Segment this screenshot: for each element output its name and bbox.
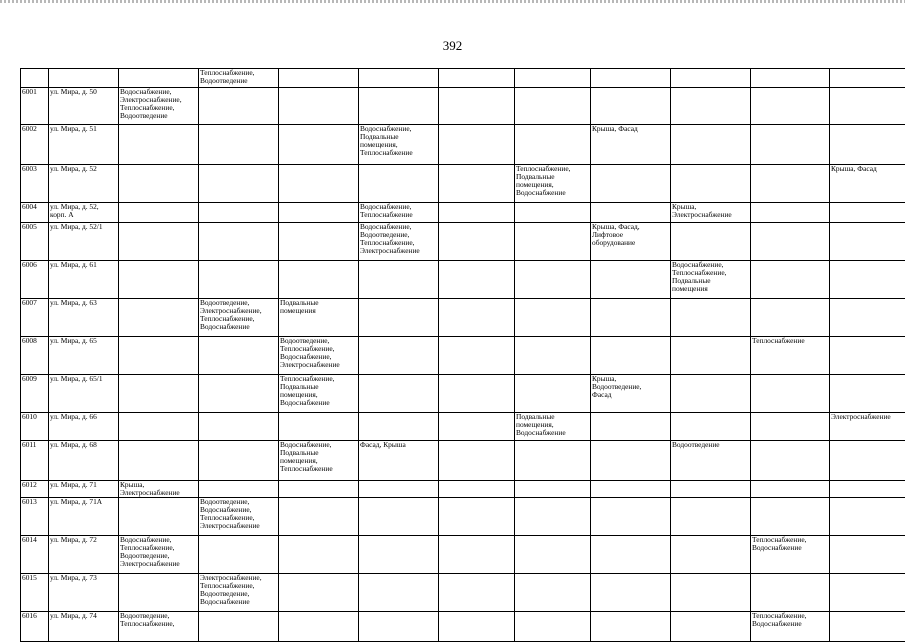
row-id-cell: 6001 xyxy=(21,88,49,125)
page-number: 392 xyxy=(0,38,905,54)
table-row xyxy=(21,69,905,88)
table-row xyxy=(21,203,905,223)
row-id-cell: 6011 xyxy=(21,441,49,481)
work-type-cell xyxy=(671,612,751,642)
work-type-cell xyxy=(439,223,515,261)
address-cell: ул. Мира, д. 73 xyxy=(49,574,119,612)
work-type-cell xyxy=(515,612,591,642)
work-type-cell xyxy=(119,574,199,612)
work-type-cell xyxy=(279,69,359,88)
row-id-cell: 6003 xyxy=(21,165,49,203)
work-type-cell xyxy=(830,574,905,612)
work-type-cell xyxy=(199,481,279,498)
work-type-cell xyxy=(591,299,671,337)
work-type-cell xyxy=(751,69,830,88)
address-cell: ул. Мира, д. 68 xyxy=(49,441,119,481)
work-type-cell xyxy=(515,299,591,337)
row-id-cell: 6013 xyxy=(21,498,49,536)
table-row xyxy=(21,441,905,481)
work-type-cell xyxy=(359,69,439,88)
work-type-cell xyxy=(671,165,751,203)
work-type-cell: Водоснабжение, Водоотведение, Теплоснабжение, Электроснабжение xyxy=(359,223,439,261)
work-type-cell xyxy=(119,69,199,88)
work-type-cell xyxy=(671,574,751,612)
work-type-cell xyxy=(359,612,439,642)
work-type-cell: Водоснабжение, Теплоснабжение xyxy=(359,203,439,223)
work-type-cell xyxy=(439,441,515,481)
work-type-cell xyxy=(279,223,359,261)
table-row xyxy=(21,261,905,299)
address-cell: ул. Мира, д. 72 xyxy=(49,536,119,574)
work-type-cell xyxy=(359,536,439,574)
address-cell: ул. Мира, д. 71 xyxy=(49,481,119,498)
table-row xyxy=(21,125,905,165)
work-type-cell xyxy=(830,337,905,375)
work-type-cell xyxy=(439,612,515,642)
work-type-cell xyxy=(830,441,905,481)
table-row xyxy=(21,88,905,125)
work-type-cell xyxy=(515,203,591,223)
work-type-cell: Крыша, Водоотведение, Фасад xyxy=(591,375,671,413)
row-id-cell: 6008 xyxy=(21,337,49,375)
table-row xyxy=(21,165,905,203)
work-type-cell xyxy=(199,536,279,574)
row-id-cell: 6004 xyxy=(21,203,49,223)
work-type-cell: Водоснабжение, Теплоснабжение, Водоотведение, Электроснабжение xyxy=(119,536,199,574)
table-row xyxy=(21,375,905,413)
row-id-cell: 6002 xyxy=(21,125,49,165)
work-type-cell xyxy=(515,88,591,125)
work-type-cell: Теплоснабжение xyxy=(751,337,830,375)
work-type-cell xyxy=(439,203,515,223)
work-type-cell xyxy=(439,299,515,337)
row-id-cell: 6012 xyxy=(21,481,49,498)
table-row xyxy=(21,337,905,375)
table-row xyxy=(21,413,905,441)
work-type-cell xyxy=(199,223,279,261)
work-type-cell xyxy=(199,261,279,299)
table-row xyxy=(21,498,905,536)
work-type-cell xyxy=(199,125,279,165)
row-id-cell: 6007 xyxy=(21,299,49,337)
work-type-cell xyxy=(830,125,905,165)
address-cell: ул. Мира, д. 66 xyxy=(49,413,119,441)
work-type-cell: Водоснабжение, Подвальные помещения, Теплоснабжение xyxy=(359,125,439,165)
work-type-cell xyxy=(119,498,199,536)
work-type-cell xyxy=(830,88,905,125)
work-type-cell xyxy=(591,69,671,88)
work-type-cell xyxy=(671,481,751,498)
scan-header-artifact xyxy=(0,0,905,3)
work-type-cell: Крыша, Электроснабжение xyxy=(119,481,199,498)
work-type-cell: Фасад, Крыша xyxy=(359,441,439,481)
work-type-cell xyxy=(671,498,751,536)
work-type-cell xyxy=(671,337,751,375)
work-type-cell: Водоотведение, Теплоснабжение, Водоснабжение, Электроснабжение xyxy=(279,337,359,375)
address-cell: ул. Мира, д. 52, корп. А xyxy=(49,203,119,223)
work-type-cell xyxy=(279,498,359,536)
work-type-cell xyxy=(591,441,671,481)
work-type-cell xyxy=(119,261,199,299)
work-type-cell xyxy=(359,337,439,375)
work-type-cell xyxy=(515,375,591,413)
work-type-cell xyxy=(439,498,515,536)
work-type-cell xyxy=(515,337,591,375)
work-type-cell xyxy=(359,413,439,441)
work-type-cell xyxy=(751,413,830,441)
work-type-cell xyxy=(515,125,591,165)
work-type-cell: Водоотведение, Электроснабжение, Теплоснабжение, Водоснабжение xyxy=(199,299,279,337)
work-type-cell: Подвальные помещения xyxy=(279,299,359,337)
address-cell: ул. Мира, д. 74 xyxy=(49,612,119,642)
work-type-cell: Крыша, Фасад xyxy=(830,165,905,203)
work-type-cell: Водоотведение, Теплоснабжение, xyxy=(119,612,199,642)
work-type-cell xyxy=(359,165,439,203)
work-type-cell xyxy=(591,165,671,203)
work-type-cell: Водоснабжение, Теплоснабжение, Подвальные помещения xyxy=(671,261,751,299)
work-type-cell xyxy=(359,88,439,125)
work-type-cell: Водоснабжение, Подвальные помещения, Теплоснабжение xyxy=(279,441,359,481)
work-type-cell xyxy=(439,261,515,299)
work-type-cell xyxy=(199,612,279,642)
work-type-cell xyxy=(279,261,359,299)
work-type-cell xyxy=(439,88,515,125)
work-type-cell xyxy=(439,481,515,498)
repair-schedule-table xyxy=(20,68,905,642)
work-type-cell xyxy=(359,299,439,337)
table-row xyxy=(21,481,905,498)
work-type-cell xyxy=(199,441,279,481)
row-id-cell: 6010 xyxy=(21,413,49,441)
work-type-cell xyxy=(830,498,905,536)
work-type-cell: Крыша, Фасад, Лифтовое оборудование xyxy=(591,223,671,261)
work-type-cell xyxy=(830,69,905,88)
work-type-cell xyxy=(671,536,751,574)
work-type-cell xyxy=(671,413,751,441)
work-type-cell xyxy=(439,69,515,88)
work-type-cell xyxy=(751,574,830,612)
work-type-cell xyxy=(830,223,905,261)
work-type-cell xyxy=(279,203,359,223)
work-type-cell xyxy=(830,299,905,337)
work-type-cell xyxy=(751,165,830,203)
work-type-cell xyxy=(591,413,671,441)
work-type-cell xyxy=(671,223,751,261)
work-type-cell: Крыша, Электроснабжение xyxy=(671,203,751,223)
work-type-cell xyxy=(439,375,515,413)
work-type-cell xyxy=(515,481,591,498)
work-type-cell: Подвальные помещения, Водоснабжение xyxy=(515,413,591,441)
work-type-cell xyxy=(199,375,279,413)
work-type-cell xyxy=(119,203,199,223)
work-type-cell xyxy=(199,165,279,203)
work-type-cell xyxy=(830,261,905,299)
work-type-cell: Теплоснабжение, Подвальные помещения, Водоснабжение xyxy=(515,165,591,203)
work-type-cell xyxy=(439,413,515,441)
work-type-cell: Водоснабжение, Электроснабжение, Теплоснабжение, Водоотведение xyxy=(119,88,199,125)
work-type-cell xyxy=(515,69,591,88)
row-id-cell: 6006 xyxy=(21,261,49,299)
address-cell: ул. Мира, д. 65 xyxy=(49,337,119,375)
work-type-cell xyxy=(119,165,199,203)
work-type-cell xyxy=(359,498,439,536)
work-type-cell xyxy=(515,498,591,536)
work-type-cell xyxy=(751,261,830,299)
work-type-cell xyxy=(591,481,671,498)
row-id-cell: 6016 xyxy=(21,612,49,642)
work-type-cell xyxy=(830,481,905,498)
table-row xyxy=(21,612,905,642)
work-type-cell xyxy=(671,88,751,125)
work-type-cell xyxy=(751,125,830,165)
work-type-cell xyxy=(671,299,751,337)
work-type-cell: Водоотведение xyxy=(671,441,751,481)
address-cell: ул. Мира, д. 71А xyxy=(49,498,119,536)
work-type-cell: Теплоснабжение, Водоснабжение xyxy=(751,612,830,642)
work-type-cell xyxy=(751,203,830,223)
work-type-cell xyxy=(279,481,359,498)
work-type-cell xyxy=(119,441,199,481)
work-type-cell xyxy=(751,498,830,536)
address-cell: ул. Мира, д. 63 xyxy=(49,299,119,337)
work-type-cell xyxy=(279,165,359,203)
address-cell: ул. Мира, д. 61 xyxy=(49,261,119,299)
address-cell: ул. Мира, д. 51 xyxy=(49,125,119,165)
work-type-cell xyxy=(279,612,359,642)
table-row xyxy=(21,299,905,337)
work-type-cell xyxy=(359,481,439,498)
work-type-cell: Водоотведение, Водоснабжение, Теплоснабжение, Электроснабжение xyxy=(199,498,279,536)
work-type-cell xyxy=(199,337,279,375)
table-row xyxy=(21,536,905,574)
row-id-cell xyxy=(21,69,49,88)
work-type-cell xyxy=(751,375,830,413)
work-type-cell xyxy=(199,203,279,223)
work-type-cell xyxy=(359,574,439,612)
work-type-cell xyxy=(591,88,671,125)
work-type-cell xyxy=(830,375,905,413)
work-type-cell xyxy=(515,223,591,261)
work-type-cell xyxy=(439,165,515,203)
work-type-cell xyxy=(439,574,515,612)
work-type-cell xyxy=(830,536,905,574)
work-type-cell xyxy=(591,612,671,642)
work-type-cell xyxy=(591,498,671,536)
work-type-cell xyxy=(751,223,830,261)
work-type-cell xyxy=(671,69,751,88)
work-type-cell xyxy=(515,536,591,574)
row-id-cell: 6005 xyxy=(21,223,49,261)
work-type-cell xyxy=(751,299,830,337)
work-type-cell xyxy=(751,481,830,498)
work-type-cell xyxy=(591,337,671,375)
work-type-cell xyxy=(199,88,279,125)
work-type-cell xyxy=(359,375,439,413)
work-type-cell xyxy=(830,203,905,223)
work-type-cell: Электроснабжение xyxy=(830,413,905,441)
table-row xyxy=(21,223,905,261)
work-type-cell xyxy=(439,536,515,574)
work-type-cell: Теплоснабжение, Водоснабжение xyxy=(751,536,830,574)
work-type-cell xyxy=(119,299,199,337)
work-type-cell xyxy=(279,125,359,165)
address-cell: ул. Мира, д. 52/1 xyxy=(49,223,119,261)
row-id-cell: 6009 xyxy=(21,375,49,413)
work-type-cell xyxy=(591,203,671,223)
work-type-cell xyxy=(119,223,199,261)
work-type-cell xyxy=(591,574,671,612)
work-type-cell xyxy=(279,536,359,574)
work-type-cell xyxy=(439,337,515,375)
work-type-cell xyxy=(199,413,279,441)
work-type-cell xyxy=(119,413,199,441)
address-cell xyxy=(49,69,119,88)
work-type-cell xyxy=(279,413,359,441)
work-type-cell xyxy=(671,375,751,413)
work-type-cell xyxy=(671,125,751,165)
work-type-cell xyxy=(830,612,905,642)
row-id-cell: 6015 xyxy=(21,574,49,612)
address-cell: ул. Мира, д. 65/1 xyxy=(49,375,119,413)
work-type-cell xyxy=(119,337,199,375)
work-type-cell xyxy=(751,441,830,481)
work-type-cell xyxy=(515,261,591,299)
work-type-cell xyxy=(439,125,515,165)
work-type-cell xyxy=(591,536,671,574)
work-type-cell xyxy=(515,574,591,612)
work-type-cell xyxy=(279,88,359,125)
work-type-cell: Электроснабжение, Теплоснабжение, Водоотведение, Водоснабжение xyxy=(199,574,279,612)
work-type-cell xyxy=(119,375,199,413)
work-type-cell: Крыша, Фасад xyxy=(591,125,671,165)
work-type-cell xyxy=(359,261,439,299)
work-type-cell xyxy=(515,441,591,481)
work-type-cell xyxy=(119,125,199,165)
address-cell: ул. Мира, д. 50 xyxy=(49,88,119,125)
work-type-cell: Теплоснабжение, Водоотведение xyxy=(199,69,279,88)
work-type-cell xyxy=(279,574,359,612)
work-type-cell xyxy=(751,88,830,125)
row-id-cell: 6014 xyxy=(21,536,49,574)
address-cell: ул. Мира, д. 52 xyxy=(49,165,119,203)
table-row xyxy=(21,574,905,612)
work-type-cell: Теплоснабжение, Подвальные помещения, Водоснабжение xyxy=(279,375,359,413)
work-type-cell xyxy=(591,261,671,299)
